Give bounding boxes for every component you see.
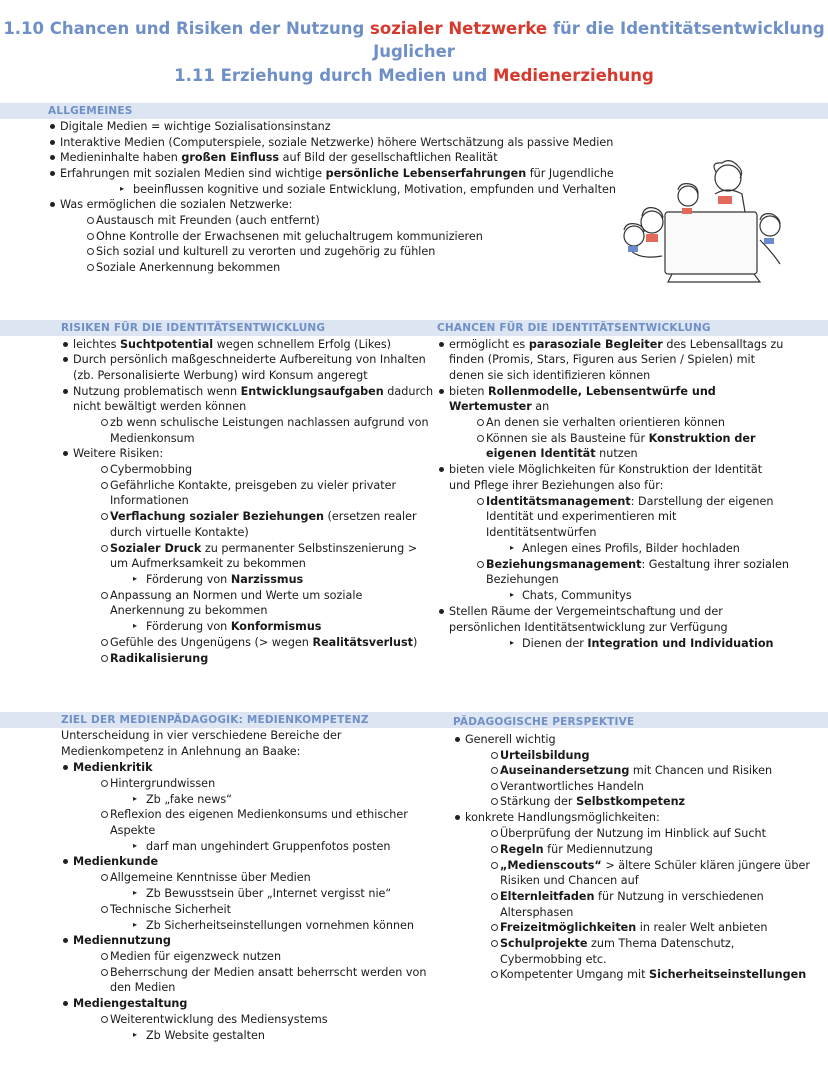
- bullet: [491, 752, 498, 759]
- bullet: [491, 798, 498, 805]
- list-item: Stärkung der Selbstkompetenz: [500, 795, 686, 808]
- bullet: [477, 419, 484, 426]
- list-item: Zb Sicherheitseinstellungen vornehmen können: [146, 919, 415, 932]
- list-item: Zb Website gestalten: [146, 1029, 265, 1042]
- list-item: Erfahrungen mit sozialen Medien sind wichtige persönliche Lebenserfahrungen für Jugendliche: [60, 167, 614, 180]
- list-item: Aspekte: [110, 824, 156, 837]
- list-item: Ohne Kontrolle der Erwachsenen mit geluchaltrugem kommunizieren: [96, 230, 483, 243]
- list-item: Durch persönlich maßgeschneiderte Aufbereitung von Inhalten: [73, 353, 426, 366]
- bullet: [477, 498, 484, 505]
- list-item: Nutzung problematisch wenn Entwicklungsaufgaben dadurch: [73, 385, 434, 398]
- list-item: Was ermöglichen die sozialen Netzwerke:: [60, 198, 293, 211]
- bullet: [101, 466, 108, 473]
- list-item: Regeln für Mediennutzung: [500, 843, 653, 856]
- list-item: Zb „fake news“: [146, 793, 232, 806]
- list-item: Weitere Risiken:: [73, 447, 164, 460]
- bullet: ▸: [510, 638, 515, 647]
- list-item: Allgemeine Kenntnisse über Medien: [110, 871, 311, 884]
- list-item: darf man ungehindert Gruppenfotos posten: [146, 840, 391, 853]
- bullet: [50, 202, 55, 207]
- bullet: [491, 830, 498, 837]
- bullet: [101, 545, 108, 552]
- list-item: konkrete Handlungsmöglichkeiten:: [465, 811, 660, 824]
- list-item: (zb. Personalisierte Werbung) wird Konsum angeregt: [73, 369, 368, 382]
- list-item: zb wenn schulische Leistungen nachlassen aufgrund von: [110, 416, 429, 429]
- bullet: [439, 609, 444, 614]
- section-header-risiken: RISIKEN FÜR DIE IDENTITÄTSENTWICKLUNG: [61, 322, 326, 334]
- bullet: [50, 124, 55, 129]
- bullet: [63, 451, 68, 456]
- bullet: ▸: [120, 184, 125, 193]
- list-item: Freizeitmöglichkeiten in realer Welt anbieten: [500, 921, 768, 934]
- list-item: Urteilsbildung: [500, 749, 590, 762]
- list-item: Soziale Anerkennung bekommen: [96, 261, 281, 274]
- bullet: ▸: [133, 1030, 138, 1039]
- list-item: Digitale Medien = wichtige Sozialisationsinstanz: [60, 120, 331, 133]
- bullet: [101, 874, 108, 881]
- list-item: Weiterentwicklung des Mediensystems: [110, 1013, 328, 1026]
- list-item: Hintergrundwissen: [110, 777, 216, 790]
- list-item: Dienen der Integration und Individuation: [522, 637, 774, 650]
- bullet: [63, 357, 68, 362]
- list-item: eigenen Identität nutzen: [486, 447, 638, 460]
- bullet: [491, 783, 498, 790]
- list-item: Förderung von Konformismus: [146, 620, 322, 633]
- list-item: leichtes Suchtpotential wegen schnellem Erfolg (Likes): [73, 338, 392, 351]
- list-item: den Medien: [110, 981, 176, 994]
- list-item: Medien für eigenzweck nutzen: [110, 950, 282, 963]
- list-item: „Medienscouts“ > ältere Schüler klären jüngere über: [500, 859, 810, 872]
- bullet: [50, 171, 55, 176]
- list-item: Gefühle des Ungenügens (> wegen Realitätsverlust): [110, 636, 418, 649]
- list-item: Cybermobbing etc.: [500, 953, 607, 966]
- bullet: [491, 846, 498, 853]
- list-item: denen sie sich identifizieren können: [449, 369, 651, 382]
- list-item: Cybermobbing: [110, 463, 193, 476]
- list-item: Identitätsentwürfen: [486, 526, 597, 539]
- list-item: Kompetenter Umgang mit Sicherheitseinstellungen: [500, 968, 807, 981]
- bullet: [87, 217, 94, 224]
- list-item: Stellen Räume der Vergemeintschaftung und der: [449, 605, 723, 618]
- list-item: Können sie als Bausteine für Konstruktion der: [486, 432, 756, 445]
- bullet: [101, 969, 108, 976]
- list-item: Radikalisierung: [110, 652, 209, 665]
- list-item: nicht bewältigt werden können: [73, 400, 247, 413]
- bullet: ▸: [510, 543, 515, 552]
- list-item: Verantwortliches Handeln: [500, 780, 644, 793]
- bullet: ▸: [510, 590, 515, 599]
- list-item: Informationen: [110, 494, 189, 507]
- list-item: Reflexion des eigenen Medienkonsums und ethischer: [110, 808, 408, 821]
- list-item: Beziehungsmanagement: Gestaltung ihrer sozialen: [486, 558, 789, 571]
- bullet: [101, 592, 108, 599]
- bullet: [101, 655, 108, 662]
- list-item: Sich sozial und kulturell zu verorten und zugehörig zu fühlen: [96, 245, 436, 258]
- list-item: Zb Bewusstsein über „Internet vergisst nie“: [146, 887, 392, 900]
- bullet: [491, 971, 498, 978]
- page-subtitle: 1.11 Erziehung durch Medien und Medienerziehung: [174, 66, 654, 85]
- list-item: Verflachung sozialer Beziehungen (ersetzen realer: [110, 510, 417, 523]
- list-item: Elternleitfaden für Nutzung in verschiedenen: [500, 890, 764, 903]
- list-item: persönlichen Identitätsentwicklung zur Verfügung: [449, 621, 728, 634]
- bullet: [87, 233, 94, 240]
- list-item: Anerkennung zu bekommen: [110, 604, 268, 617]
- page-title-line2: Juglicher: [373, 42, 455, 61]
- section-header-paedagogische-perspektive: PÄDAGOGISCHE PERSPEKTIVE: [453, 716, 635, 728]
- bullet: [87, 264, 94, 271]
- bullet: [477, 435, 484, 442]
- bullet: [477, 561, 484, 568]
- list-item: Beziehungen: [486, 573, 559, 586]
- list-item: Identität und experimentieren mit: [486, 510, 677, 523]
- bullet: [101, 953, 108, 960]
- bullet: [63, 1001, 68, 1006]
- bullet: [63, 938, 68, 943]
- bullet: [491, 924, 498, 931]
- bullet: [439, 389, 444, 394]
- list-item: An denen sie verhalten orientieren können: [486, 416, 726, 429]
- list-item: Wertemuster an: [449, 400, 550, 413]
- list-item: Auseinandersetzung mit Chancen und Risiken: [500, 764, 773, 777]
- bullet: [491, 767, 498, 774]
- bullet: [50, 140, 55, 145]
- bullet: [63, 859, 68, 864]
- list-item: Austausch mit Freunden (auch entfernt): [96, 214, 320, 227]
- list-item: Beherrschung der Medien ansatt beherrscht werden von: [110, 966, 427, 979]
- list-item: Altersphasen: [500, 906, 574, 919]
- bullet: ▸: [133, 888, 138, 897]
- page-title: 1.10 Chancen und Risiken der Nutzung sozialer Netzwerke für die Identitätsentwicklung: [3, 19, 825, 38]
- bullet: [101, 1016, 108, 1023]
- bullet: [455, 737, 460, 742]
- bullet: ▸: [133, 574, 138, 583]
- list-item: Medieninhalte haben großen Einfluss auf Bild der gesellschaftlichen Realität: [60, 151, 498, 164]
- bullet: [491, 893, 498, 900]
- list-item: Medienkritik: [73, 761, 153, 774]
- bullet: [101, 906, 108, 913]
- bullet: [101, 482, 108, 489]
- list-item: Förderung von Narzissmus: [146, 573, 304, 586]
- list-item: Unterscheidung in vier verschiedene Bereiche der: [61, 729, 342, 742]
- list-item: bieten viele Möglichkeiten für Konstruktion der Identität: [449, 463, 763, 476]
- list-item: Medienkunde: [73, 855, 159, 868]
- section-header-ziel: ZIEL DER MEDIENPÄDAGOGIK: MEDIENKOMPETENZ: [61, 714, 369, 726]
- list-item: durch virtuelle Kontakte): [110, 526, 249, 539]
- list-item: Generell wichtig: [465, 733, 556, 746]
- list-item: und Pflege ihrer Beziehungen also für:: [449, 479, 664, 492]
- list-item: Schulprojekte zum Thema Datenschutz,: [500, 937, 735, 950]
- list-item: bieten Rollenmodelle, Lebensentwürfe und: [449, 385, 716, 398]
- bullet: [491, 862, 498, 869]
- list-item: Gefährliche Kontakte, preisgeben zu vieler privater: [110, 479, 397, 492]
- bullet: [101, 419, 108, 426]
- bullet: [101, 639, 108, 646]
- list-item: finden (Promis, Stars, Figuren aus Serien / Spielen) mit: [449, 353, 755, 366]
- list-item: Anlegen eines Profils, Bilder hochladen: [522, 542, 740, 555]
- bullet: [50, 155, 55, 160]
- list-item: um Aufmerksamkeit zu bekommen: [110, 557, 306, 570]
- list-item: Mediennutzung: [73, 934, 171, 947]
- bullet: [101, 513, 108, 520]
- section-header-chancen: CHANCEN FÜR DIE IDENTITÄTSENTWICKLUNG: [437, 322, 711, 334]
- list-item: Überprüfung der Nutzung im Hinblick auf Sucht: [500, 827, 766, 840]
- list-item: beeinflussen kognitive und soziale Entwicklung, Motivation, empfunden und Verhalten: [133, 183, 616, 196]
- list-item: Mediengestaltung: [73, 997, 188, 1010]
- bullet: ▸: [133, 841, 138, 850]
- list-item: Chats, Communitys: [522, 589, 632, 602]
- bullet: [101, 780, 108, 787]
- bullet: [439, 342, 444, 347]
- list-item: Identitätsmanagement: Darstellung der eigenen: [486, 495, 774, 508]
- section-header-allgemeines: ALLGEMEINES: [48, 105, 133, 117]
- bullet: ▸: [133, 920, 138, 929]
- bullet: [491, 940, 498, 947]
- list-item: Medienkonsum: [110, 432, 195, 445]
- bullet: [455, 815, 460, 820]
- list-item: Interaktive Medien (Computerspiele, soziale Netzwerke) höhere Wertschätzung als passive Medien: [60, 136, 614, 149]
- children-at-computer-illustration: [610, 160, 788, 288]
- bullet: [63, 342, 68, 347]
- list-item: Risiken und Chancen auf: [500, 874, 639, 887]
- list-item: Sozialer Druck zu permanenter Selbstinszenierung >: [110, 542, 418, 555]
- list-item: Medienkompetenz in Anlehnung an Baake:: [61, 745, 301, 758]
- list-item: Technische Sicherheit: [110, 903, 231, 916]
- bullet: ▸: [133, 621, 138, 630]
- bullet: [439, 467, 444, 472]
- bullet: [87, 248, 94, 255]
- bullet: [63, 765, 68, 770]
- list-item: ermöglicht es parasoziale Begleiter des Lebensalltags zu: [449, 338, 784, 351]
- list-item: Anpassung an Normen und Werte um soziale: [110, 589, 363, 602]
- bullet: [101, 811, 108, 818]
- bullet: ▸: [133, 794, 138, 803]
- bullet: [63, 389, 68, 394]
